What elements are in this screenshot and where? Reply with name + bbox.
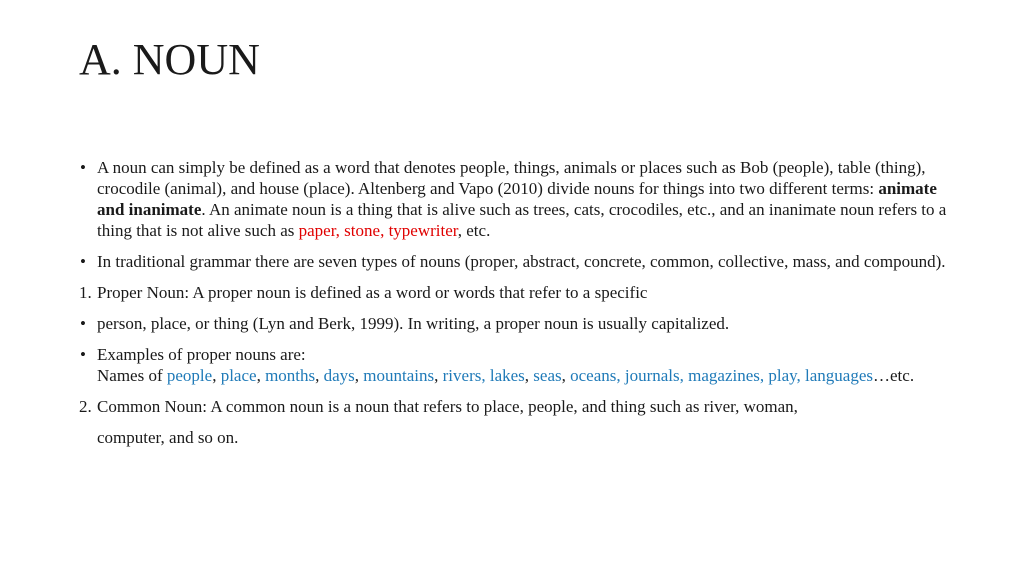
text-segment: , bbox=[256, 366, 266, 385]
numbered-item bbox=[79, 282, 959, 303]
item-text bbox=[97, 282, 959, 303]
highlight-red-text: paper, stone, typewriter bbox=[298, 221, 458, 240]
number-marker: 2. bbox=[79, 397, 92, 416]
bullet-marker: • bbox=[80, 314, 86, 333]
highlight-blue-text: people bbox=[166, 366, 213, 385]
highlight-blue-text: seas bbox=[533, 366, 562, 385]
text-segment: Names of bbox=[97, 366, 167, 385]
bold-term: animate and inanimate bbox=[97, 179, 937, 219]
numbered-item bbox=[79, 396, 959, 448]
text-segment: , etc. bbox=[457, 221, 491, 240]
highlight-blue-text: rivers, lakes bbox=[442, 366, 525, 385]
text-segment: , bbox=[561, 366, 571, 385]
text-segment: , bbox=[212, 366, 221, 385]
text-segment: . An animate noun is a thing that is alive such as trees, cats, crocodiles, etc., and an inanimate noun refers to a thing that is not alive such as bbox=[97, 200, 947, 240]
item-text bbox=[97, 251, 959, 272]
bullet-item bbox=[79, 157, 959, 241]
text-segment: Examples of proper nouns are: bbox=[97, 345, 306, 364]
item-text bbox=[97, 344, 959, 386]
item-text bbox=[97, 396, 959, 448]
text-segment: computer, and so on. bbox=[97, 428, 239, 447]
highlight-blue-text: place bbox=[220, 366, 257, 385]
text-segment: , bbox=[354, 366, 364, 385]
bullet-item bbox=[79, 251, 959, 272]
bullet-item bbox=[79, 344, 959, 386]
item-text bbox=[97, 157, 959, 241]
item-text bbox=[97, 313, 959, 334]
text-segment: Proper Noun: A proper noun is defined as a word or words that refer to a specific bbox=[97, 283, 648, 302]
bullet-marker: • bbox=[80, 345, 86, 364]
number-marker: 1. bbox=[79, 283, 92, 302]
highlight-blue-text: mountains bbox=[363, 366, 435, 385]
highlight-blue-text: oceans, journals, magazines, play, languages bbox=[570, 366, 874, 385]
slide-title: A. NOUN bbox=[79, 35, 260, 84]
text-segment: …etc. bbox=[873, 366, 915, 385]
highlight-blue-text: days bbox=[323, 366, 355, 385]
text-segment: , bbox=[524, 366, 534, 385]
highlight-blue-text: months bbox=[265, 366, 316, 385]
text-segment: person, place, or thing (Lyn and Berk, 1999). In writing, a proper noun is usually capitalized. bbox=[97, 314, 730, 333]
bullet-marker: • bbox=[80, 252, 86, 271]
text-segment: A noun can simply be defined as a word that denotes people, things, animals or places such as Bob (people), table (thing), crocodile (animal), and house (place). Altenberg and Vapo (2010) divide nouns for things into two different terms: bbox=[97, 158, 926, 198]
bullet-marker: • bbox=[80, 158, 86, 177]
bullet-item bbox=[79, 313, 959, 334]
slide-body bbox=[79, 157, 959, 458]
text-segment: Common Noun: A common noun is a noun that refers to place, people, and thing such as river, woman, bbox=[97, 397, 798, 416]
text-segment: In traditional grammar there are seven types of nouns (proper, abstract, concrete, common, collective, mass, and compound). bbox=[97, 252, 946, 271]
text-segment: , bbox=[315, 366, 324, 385]
text-segment: , bbox=[434, 366, 443, 385]
